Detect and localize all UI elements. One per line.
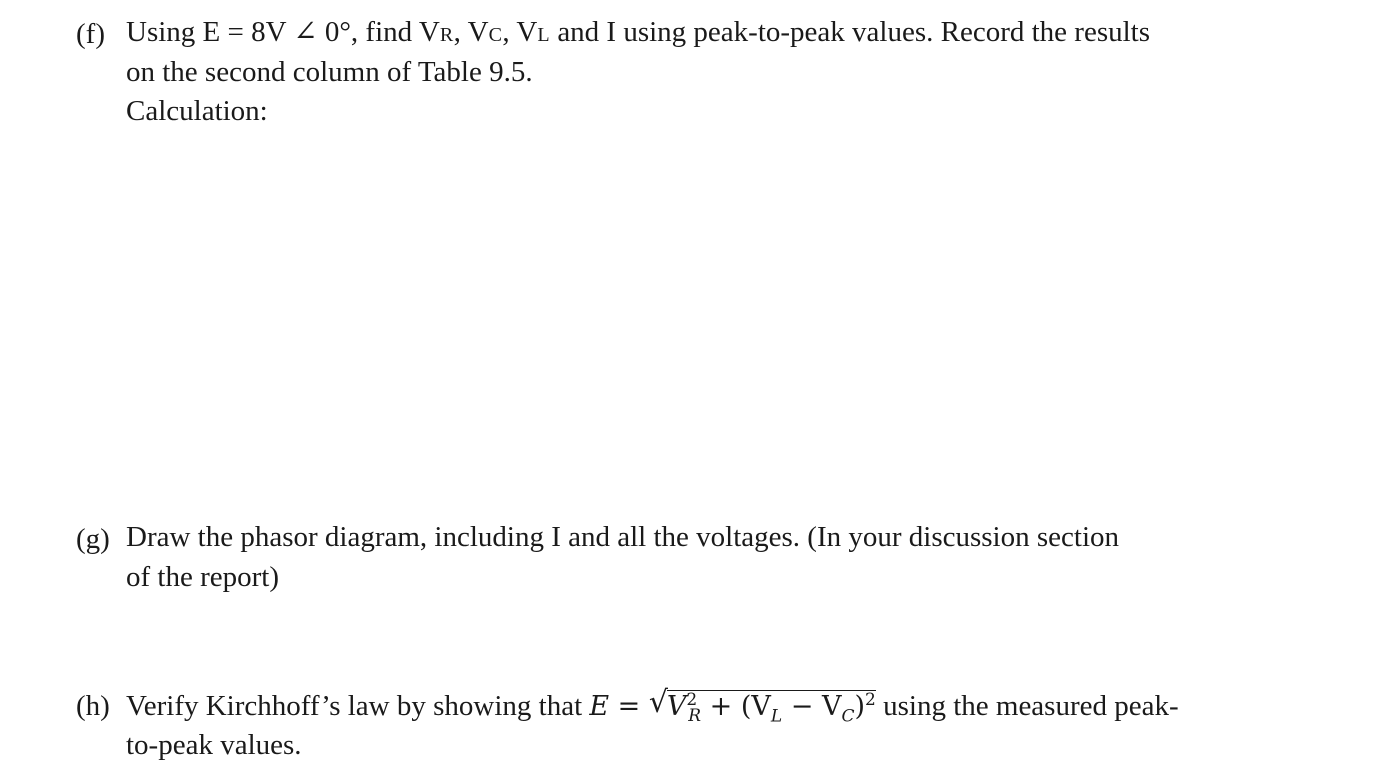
question-f-marker: (f) <box>76 18 105 50</box>
formula-sup-2: 2 <box>686 690 698 710</box>
formula-close-paren: ) <box>854 691 866 722</box>
formula-sub-l: L <box>770 706 783 727</box>
question-g-line-1: Draw the phasor diagram, including I and all the voltages. (In your discussion section <box>126 521 1120 553</box>
subscript-l: L <box>537 24 551 46</box>
question-f-text-b: , V <box>453 16 489 48</box>
formula-minus: − V <box>782 691 842 722</box>
question-h-line-2: to-peak values. <box>126 729 302 761</box>
subscript-c: C <box>488 24 503 46</box>
square-root <box>648 685 876 727</box>
formula-vr: V <box>666 691 687 722</box>
question-f-line-2: on the second column of Table 9.5. <box>126 56 533 88</box>
question-f-text-a: Using E = 8V ∠ 0°, find V <box>126 16 440 48</box>
radicand <box>666 690 876 727</box>
question-f <box>76 18 1336 138</box>
formula-sub-c: C <box>841 706 855 727</box>
question-g-line-2: of the report) <box>126 561 279 593</box>
formula-plus: + (V <box>701 691 771 722</box>
question-g <box>76 523 1336 603</box>
question-g-marker: (g) <box>76 523 110 555</box>
calculation-label: Calculation: <box>126 95 268 127</box>
question-f-text-d: and I using peak-to-peak values. Record the results <box>550 16 1151 48</box>
subscript-r: R <box>439 24 454 46</box>
question-h-line-1 <box>126 685 1179 727</box>
question-h-text-a: Verify Kirchhoff’s law by showing that <box>126 690 590 722</box>
kirchhoff-formula <box>589 685 876 727</box>
formula-lhs: E = <box>589 691 641 722</box>
radical-icon: √ <box>648 685 669 720</box>
question-f-text-c: , V <box>502 16 538 48</box>
formula-sup-2b: 2 <box>865 690 876 710</box>
question-h-text-b: using the measured peak- <box>875 690 1179 722</box>
question-h-marker: (h) <box>76 690 110 722</box>
question-h <box>76 685 1336 766</box>
calculation-answer-space <box>126 140 1326 510</box>
formula-sub-r: R <box>688 706 702 727</box>
question-f-line-1 <box>126 18 1150 47</box>
